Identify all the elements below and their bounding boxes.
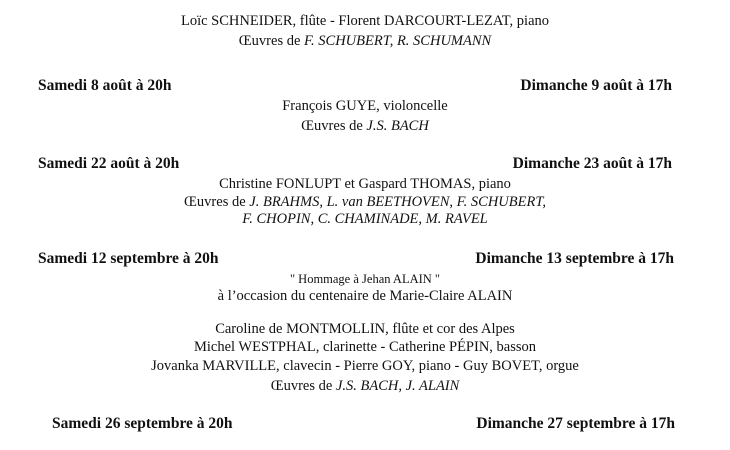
top-works-line	[0, 32, 730, 50]
date-sunday: Dimanche 9 août à 17h	[520, 77, 672, 94]
concert-1-works-line	[0, 117, 730, 135]
concert-1-performers: François GUYE, violoncelle	[282, 98, 448, 114]
date-sunday: Dimanche 23 août à 17h	[512, 155, 672, 172]
works-prefix: Œuvres de	[301, 118, 367, 134]
concert-dates-2	[0, 154, 730, 174]
concert-3-tribute: " Hommage à Jehan ALAIN "	[289, 272, 441, 286]
concert-3-works-line	[0, 377, 730, 395]
top-performers: Loïc SCHNEIDER, flûte - Florent DARCOURT-LEZAT, piano	[180, 13, 550, 29]
composers: J.S. BACH, J. ALAIN	[335, 378, 460, 394]
date-saturday: Samedi 12 septembre à 20h	[38, 250, 219, 267]
concert-2-performers: Christine FONLUPT et Gaspard THOMAS, piano	[219, 176, 511, 192]
concert-3-performers-3: Jovanka MARVILLE, clavecin - Pierre GOY, piano - Guy BOVET, orgue	[151, 358, 579, 374]
composers: F. SCHUBERT, R. SCHUMANN	[304, 33, 492, 49]
concert-dates-1	[0, 76, 730, 96]
concert-dates-4	[0, 414, 730, 434]
date-saturday: Samedi 22 août à 20h	[38, 155, 180, 172]
composers: F. CHOPIN, C. CHAMINADE, M. RAVEL	[242, 211, 488, 227]
date-saturday: Samedi 26 septembre à 20h	[52, 415, 233, 432]
composers: J. BRAHMS, L. van BEETHOVEN, F. SCHUBERT,	[249, 194, 546, 210]
concert-3-performers-1: Caroline de MONTMOLLIN, flûte et cor des Alpes	[215, 321, 515, 337]
composers: J.S. BACH	[366, 118, 429, 134]
works-prefix: Œuvres de	[238, 33, 305, 49]
works-prefix: Œuvres de	[184, 194, 250, 210]
concert-3-occasion: à l’occasion du centenaire de Marie-Claire ALAIN	[217, 288, 513, 304]
date-saturday: Samedi 8 août à 20h	[38, 77, 172, 94]
date-sunday: Dimanche 27 septembre à 17h	[476, 415, 675, 432]
works-prefix: Œuvres de	[270, 378, 336, 394]
date-sunday: Dimanche 13 septembre à 17h	[475, 250, 674, 267]
concert-2-works-line-2	[0, 210, 730, 228]
concert-dates-3	[0, 249, 730, 269]
concert-3-performers-2: Michel WESTPHAL, clarinette - Catherine PÉPIN, basson	[193, 339, 537, 355]
concert-2-works-line	[0, 193, 730, 211]
